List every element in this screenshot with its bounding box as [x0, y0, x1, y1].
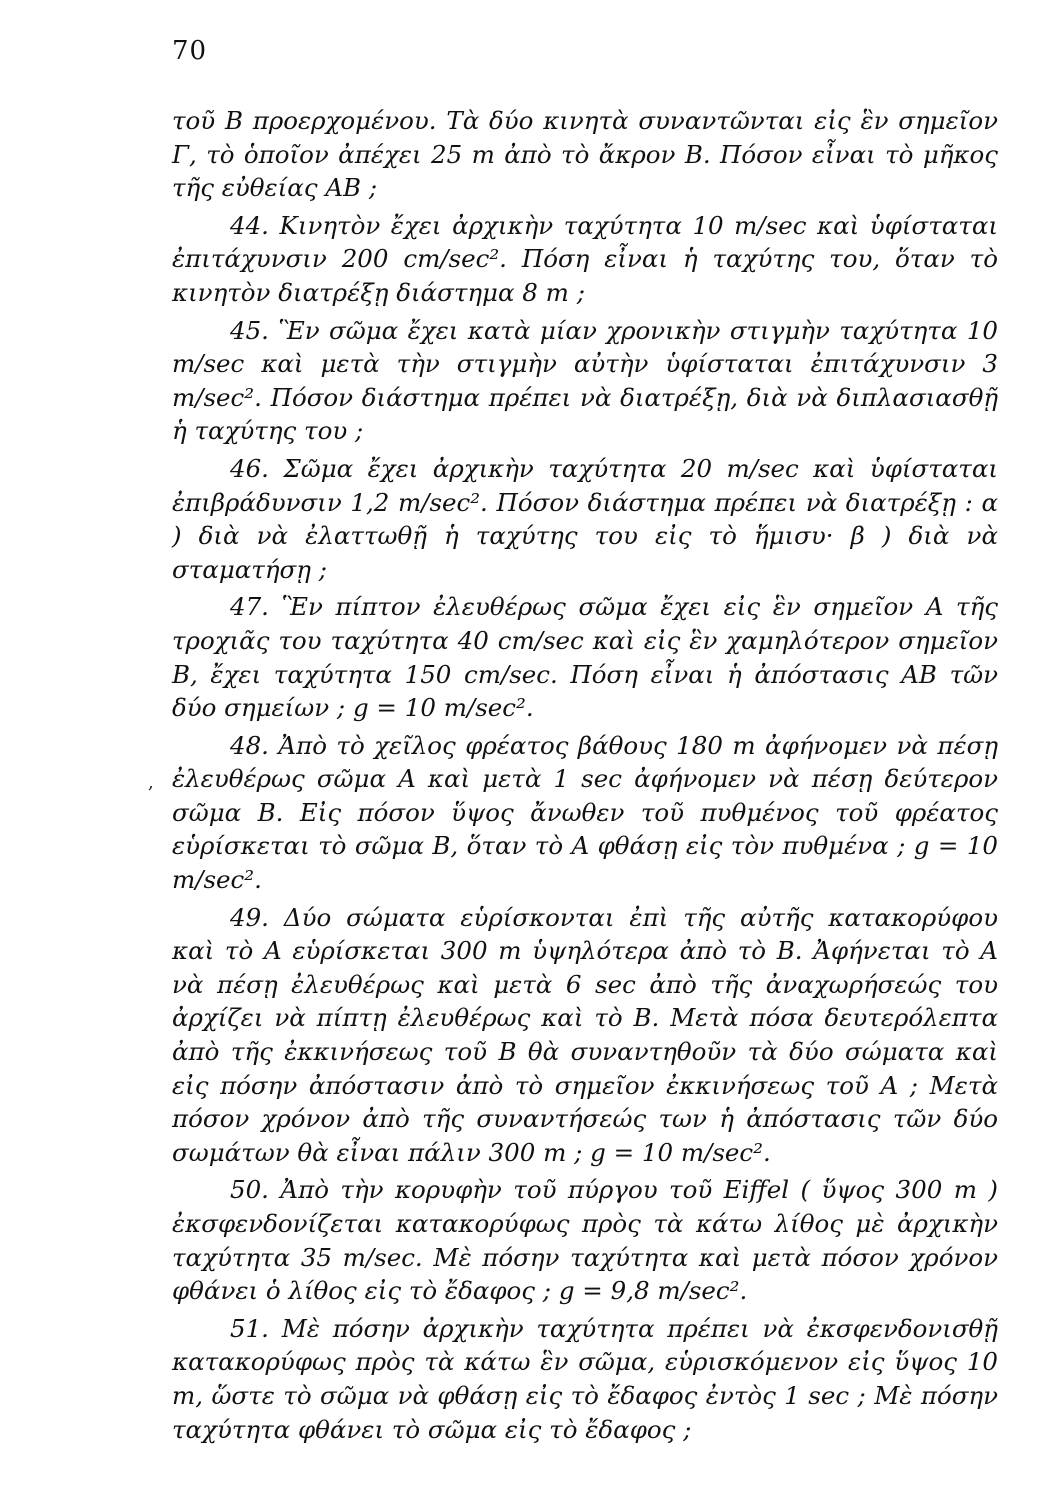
exercise-50 — [172, 1173, 998, 1307]
exercise-text: Κινητὸν ἔχει ἀρχικὴν ταχύτητα 10 m/sec καὶ ὑφίσταται ἐπιτάχυνσιν 200 cm/sec². Πόση εἶναι ἡ ταχύτης του, ὅταν τὸ κινητὸν διατρέξῃ διάστημα 8 m ; — [172, 210, 998, 307]
exercise-number: 46. — [230, 453, 269, 483]
exercise-text: Ἓν σῶμα ἔχει κατὰ μίαν χρονικὴν στιγμὴν ταχύτητα 10 m/sec καὶ μετὰ τὴν στιγμὴν αὐτὴν ὑφίσταται ἐπιτάχυνσιν 3 m/sec². Πόσον διάστημα πρέπει νὰ διατρέξῃ, διὰ νὰ διπλασιασθῇ ἡ ταχύτης του ; — [172, 315, 998, 446]
paragraph-text: τοῦ Β προερχομένου. Τὰ δύο κινητὰ συναντῶνται εἰς ἓν σημεῖον Γ, τὸ ὁποῖον ἀπέχει 25 m ἀπὸ τὸ ἄκρον Β. Πόσον εἶναι τὸ μῆκος τῆς εὐθείας ΑΒ ; — [172, 106, 998, 203]
exercise-number: 51. — [230, 1313, 269, 1343]
exercise-48 — [172, 729, 998, 897]
paragraph-continuation — [172, 104, 998, 205]
exercise-number: 44. — [230, 210, 269, 240]
exercise-45 — [172, 314, 998, 448]
exercise-number: 47. — [230, 592, 269, 622]
exercise-51 — [172, 1312, 998, 1446]
exercise-text: Μὲ πόσην ἀρχικὴν ταχύτητα πρέπει νὰ ἐκσφενδονισθῇ κατακορύφως πρὸς τὰ κάτω ἓν σῶμα, εὑρισκόμενον εἰς ὕψος 10 m, ὥστε τὸ σῶμα νὰ φθάσῃ εἰς τὸ ἔδαφος ἐντὸς 1 sec ; Μὲ πόσην ταχύτητα φθάνει τὸ σῶμα εἰς τὸ ἔδαφος ; — [172, 1313, 998, 1444]
exercise-number: 48. — [230, 730, 269, 760]
exercise-number: 45. — [230, 315, 269, 345]
exercise-47 — [172, 590, 998, 724]
exercise-49 — [172, 901, 998, 1170]
exercise-number: 49. — [230, 902, 269, 932]
stray-mark: , — [148, 772, 154, 793]
exercise-text: Ἓν πίπτον ἐλευθέρως σῶμα ἔχει εἰς ἓν σημεῖον Α τῆς τροχιᾶς του ταχύτητα 40 cm/sec καὶ εἰς ἓν χαμηλότερον σημεῖον Β, ἔχει ταχύτητα 150 cm/sec. Πόση εἶναι ἡ ἀπόστασις ΑΒ τῶν δύο σημείων ; g = 10 m/sec². — [172, 592, 998, 723]
exercise-text-block — [172, 104, 998, 1450]
exercise-text: Ἀπὸ τὴν κορυφὴν τοῦ πύργου τοῦ Eiffel ( ὕψος 300 m ) ἐκσφενδονίζεται κατακορύφως πρὸς τὰ κάτω λίθος μὲ ἀρχικὴν ταχύτητα 35 m/sec. Μὲ πόσην ταχύτητα καὶ μετὰ πόσον χρόνον φθάνει ὁ λίθος εἰς τὸ ἔδαφος ; g = 9,8 m/sec². — [172, 1175, 998, 1306]
exercise-46 — [172, 452, 998, 586]
exercise-text: Ἀπὸ τὸ χεῖλος φρέατος βάθους 180 m ἀφήνομεν νὰ πέσῃ ἐλευθέρως σῶμα Α καὶ μετὰ 1 sec ἀφήνομεν νὰ πέσῃ δεύτερον σῶμα Β. Εἰς πόσον ὕψος ἄνωθεν τοῦ πυθμένος τοῦ φρέατος εὑρίσκεται τὸ σῶμα Β, ὅταν τὸ Α φθάσῃ εἰς τὸν πυθμένα ; g = 10 m/sec². — [172, 730, 998, 895]
exercise-44 — [172, 209, 998, 310]
exercise-number: 50. — [230, 1175, 269, 1205]
exercise-text: Σῶμα ἔχει ἀρχικὴν ταχύτητα 20 m/sec καὶ ὑφίσταται ἐπιβράδυνσιν 1,2 m/sec². Πόσον διάστημα πρέπει νὰ διατρέξῃ : α ) διὰ νὰ ἐλαττωθῇ ἡ ταχύτης του εἰς τὸ ἥμισυ· β ) διὰ νὰ σταματήσῃ ; — [172, 453, 998, 584]
exercise-text: Δύο σώματα εὑρίσκονται ἐπὶ τῆς αὐτῆς κατακορύφου καὶ τὸ Α εὑρίσκεται 300 m ὑψηλότερα ἀπὸ τὸ Β. Ἀφήνεται τὸ Α νὰ πέσῃ ἐλευθέρως καὶ μετὰ 6 sec ἀπὸ τῆς ἀναχωρήσεώς του ἀρχίζει νὰ πίπτῃ ἐλευθέρως καὶ τὸ Β. Μετὰ πόσα δευτερόλεπτα ἀπὸ τῆς ἐκκινήσεως τοῦ Β θὰ συναντηθοῦν τὰ δύο σώματα καὶ εἰς πόσην ἀπόστασιν ἀπὸ τὸ σημεῖον ἐκκινήσεως τοῦ Α ; Μετὰ πόσον χρόνον ἀπὸ τῆς συναντήσεώς των ἡ ἀπόστασις τῶν δύο σωμάτων θὰ εἶναι πάλιν 300 m ; g = 10 m/sec². — [172, 902, 998, 1167]
page-number: 70 — [172, 36, 208, 66]
